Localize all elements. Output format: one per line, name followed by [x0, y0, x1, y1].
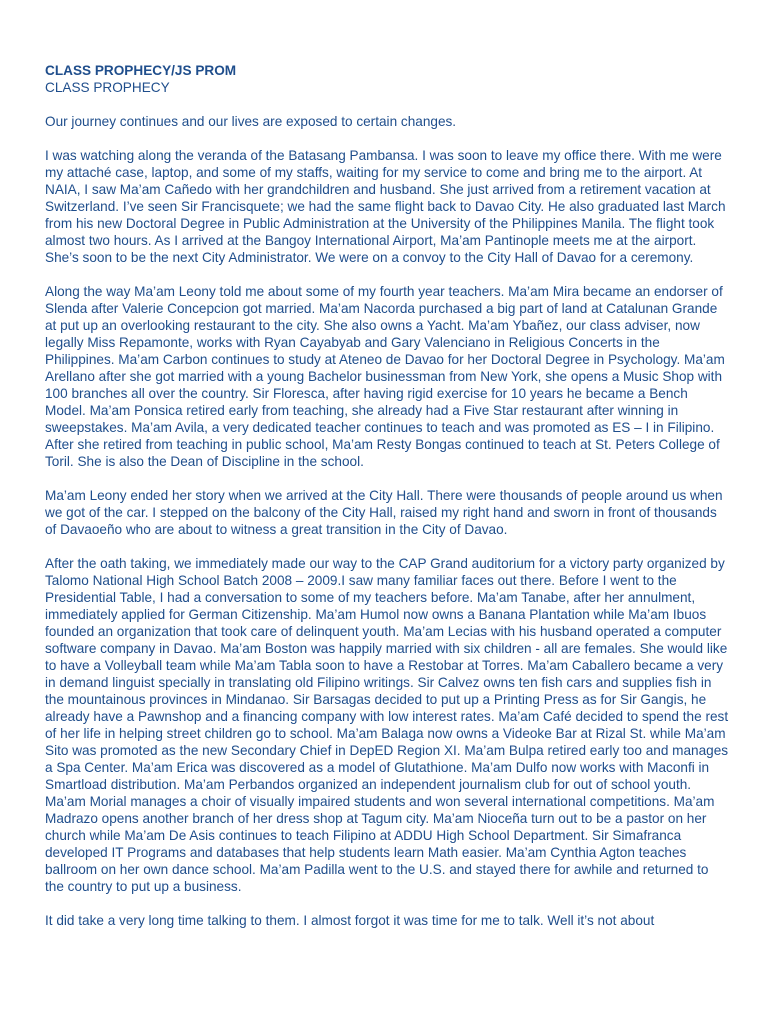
document-subtitle: CLASS PROPHECY: [45, 80, 170, 95]
document-body: [45, 62, 730, 946]
paragraph-city-hall: Ma’am Leony ended her story when we arrived at the City Hall. There were thousands of people around us when we got of the car. I stepped on the balcony of the City Hall, raised my right hand and sworn in front of thousands of Davaoeño who are about to witness a great transition in the City of Davao.: [45, 488, 723, 537]
document-title: CLASS PROPHECY/JS PROM: [45, 63, 237, 78]
paragraph-batasang: I was watching along the veranda of the Batasang Pambansa. I was soon to leave my office there. With me were my attaché case, laptop, and some of my staffs, waiting for my service to come and bring me to the airport. At NAIA, I saw Ma’am Cañedo with her grandchildren and husband. She just arrived from a retirement vacation at Switzerland. I’ve seen Sir Francisquete; we had the same flight back to Davao City. He also graduated last March from his new Doctoral Degree in Public Administration at the University of the Philippines Manila. The flight took almost two hours. As I arrived at the Bangoy International Airport, Ma’am Pantinople meets me at the airport. She’s soon to be the next City Administrator. We were on a convoy to the City Hall of Davao for a ceremony.: [45, 148, 726, 265]
paragraph-teachers-story: Along the way Ma’am Leony told me about some of my fourth year teachers. Ma’am Mira became an endorser of Slenda after Valerie Concepcion got married. Ma’am Nacorda purchased a big part of land at Catalunan Grande at put up an overlooking restaurant to the city. She also owns a Yacht. Ma’am Ybañez, our class adviser, now legally Miss Repamonte, works with Ryan Cayabyab and Gary Valenciano in Religious Concerts in the Philippines. Ma’am Carbon continues to study at Ateneo de Davao for her Doctoral Degree in Psychology. Ma’am Arellano after she got married with a young Bachelor businessman from New York, she opens a Music Shop with 100 branches all over the country. Sir Floresca, after having rigid exercise for 10 years he became a Bench Model. Ma’am Ponsica retired early from teaching, she already had a Five Star restaurant after winning in sweepstakes. Ma’am Avila, a very dedicated teacher continues to teach and was promoted as ES – I in Filipino. After she retired from teaching in public school, Ma’am Resty Bongas continued to teach at St. Peters College of Toril. She is also the Dean of Discipline in the school.: [45, 284, 725, 469]
paragraph-intro: Our journey continues and our lives are exposed to certain changes.: [45, 114, 457, 129]
paragraph-closing: It did take a very long time talking to them. I almost forgot it was time for me to talk. Well it’s not about: [45, 913, 655, 928]
paragraph-victory-party: After the oath taking, we immediately made our way to the CAP Grand auditorium for a victory party organized by Talomo National High School Batch 2008 – 2009.I saw many familiar faces out there. Before I went to the Presidential Table, I had a conversation to some of my teachers before. Ma’am Tanabe, after her annulment, immediately applied for German Citizenship. Ma’am Humol now owns a Banana Plantation while Ma’am Ibuos founded an organization that took care of delinquent youth. Ma’am Lecias with his husband operated a computer software company in Davao. Ma’am Boston was happily married with six children - all are females. She would like to have a Volleyball team while Ma’am Tabla soon to have a Restobar at Torres. Ma’am Caballero became a very in demand linguist specially in translating old Filipino writings. Sir Calvez owns ten fish cars and supplies fish in the mountainous provinces in Mindanao. Sir Barsagas decided to put up a Printing Press as for Sir Gangis, he already have a Pawnshop and a financing company with low interest rates. Ma’am Café decided to spend the rest of her life in helping street children go to school. Ma’am Balaga now owns a Videoke Bar at Rizal St. while Ma’am Sito was promoted as the new Secondary Chief in DepED Region XI. Ma’am Bulpa retired early too and manages a Spa Center. Ma’am Erica was discovered as a model of Glutathione. Ma’am Dulfo now works with Maconfi in Smartload distribution. Ma’am Perbandos organized an independent journalism club for out of school youth. Ma’am Morial manages a choir of visually impaired students and won several international competitions. Ma’am Madrazo opens another branch of her dress shop at Tagum city. Ma’am Nioceña turn out to be a pastor on her church while Ma’am De Asis continues to teach Filipino at ADDU High School Department. Sir Simafranca developed IT Programs and databases that help students learn Math easier. Ma’am Cynthia Agton teaches ballroom on her own dance school. Ma’am Padilla went to the U.S. and stayed there for awhile and returned to the country to put up a business.: [45, 556, 729, 894]
